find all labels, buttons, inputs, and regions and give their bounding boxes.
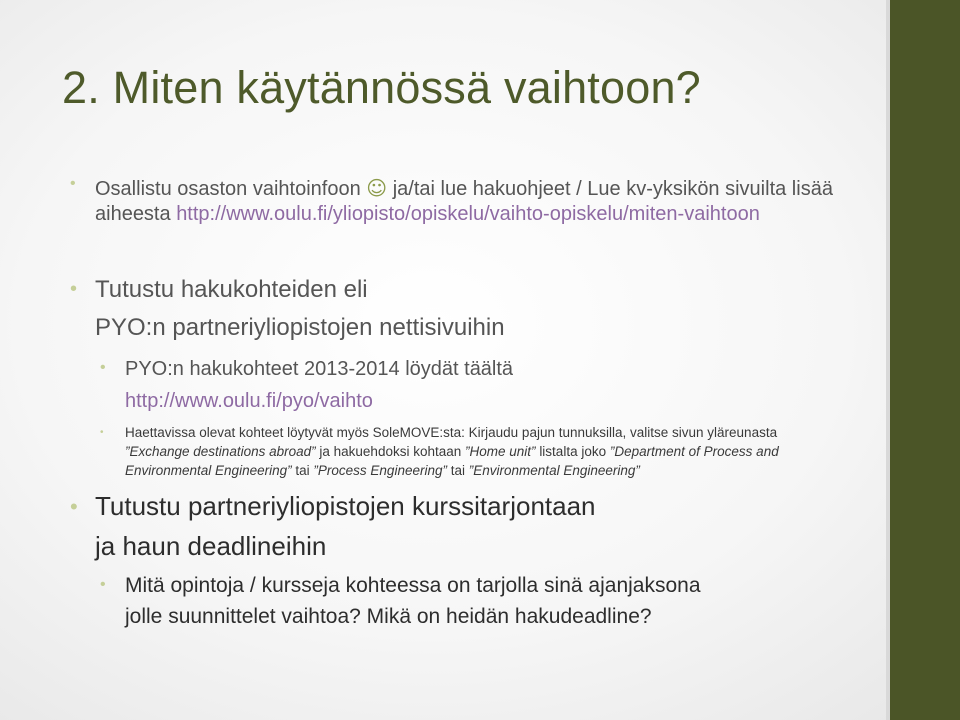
bullet2-sub-line1: PYO:n hakukohteet 2013-2014 löydät täältä <box>125 358 514 380</box>
bullet1-text: Osallistu osaston vaihtoinfoon <box>95 178 361 200</box>
solemove-text: ja hakuehdoksi kohtaan <box>319 444 462 459</box>
slide-title: 2. Miten käytännössä vaihtoon? <box>62 62 701 113</box>
link-miten-vaihtoon[interactable]: http://www.oulu.fi/yliopisto/opiskelu/vaihto-opiskelu/miten-vaihtoon <box>176 203 760 225</box>
solemove-process: ”Process Engineering” <box>313 463 447 478</box>
sidebar-accent <box>890 0 960 720</box>
bullet3-line2: ja haun deadlineihin <box>95 531 327 561</box>
solemove-line3 <box>125 463 640 478</box>
link-pyo-vaihto[interactable]: http://www.oulu.fi/pyo/vaihto <box>125 390 373 412</box>
solemove-exchange: ”Exchange destinations abroad” <box>125 444 316 459</box>
bullet-dot: • <box>100 427 104 438</box>
bullet-dot: • <box>70 175 76 192</box>
bullet1-line1 <box>95 176 833 201</box>
bullet-dot: • <box>70 278 78 300</box>
solemove-text: tai <box>450 463 466 478</box>
bullet3-sub-line2: jolle suunnittelet vaihtoa? Mikä on heidän hakudeadline? <box>125 605 652 628</box>
bullet1-prefix: aiheesta <box>95 203 171 225</box>
bullet-dot: • <box>100 576 106 593</box>
bullet1-text-rest: ja/tai lue hakuohjeet / Lue kv-yksikön sivuilta lisää <box>392 178 833 200</box>
solemove-text: tai <box>295 463 310 478</box>
solemove-text: listalta joko <box>539 444 607 459</box>
solemove-department: ”Department of Process and <box>609 444 779 459</box>
bullet3-sub-line1: Mitä opintoja / kursseja kohteessa on tarjolla sinä ajanjaksona <box>125 574 701 597</box>
bullet-dot: • <box>100 359 106 376</box>
bullet1-line2 <box>95 203 760 226</box>
solemove-department-cont: Environmental Engineering” <box>125 463 292 478</box>
bullet3-line1: Tutustu partneriyliopistojen kurssitarjontaan <box>95 491 596 521</box>
bullet2-line2: PYO:n partneriyliopistojen nettisivuihin <box>95 314 505 341</box>
smiley-icon: ☺ <box>366 176 388 200</box>
solemove-line1: Haettavissa olevat kohteet löytyvät myös SoleMOVE:sta: Kirjaudu pajun tunnuksilla, valitse sivun yläreunasta <box>125 425 778 440</box>
bullet2-line1: Tutustu hakukohteiden eli <box>95 276 368 303</box>
solemove-home-unit: ”Home unit” <box>465 444 536 459</box>
solemove-line2 <box>125 444 779 459</box>
solemove-environmental: ”Environmental Engineering” <box>468 463 640 478</box>
bullet-dot: • <box>70 494 78 519</box>
